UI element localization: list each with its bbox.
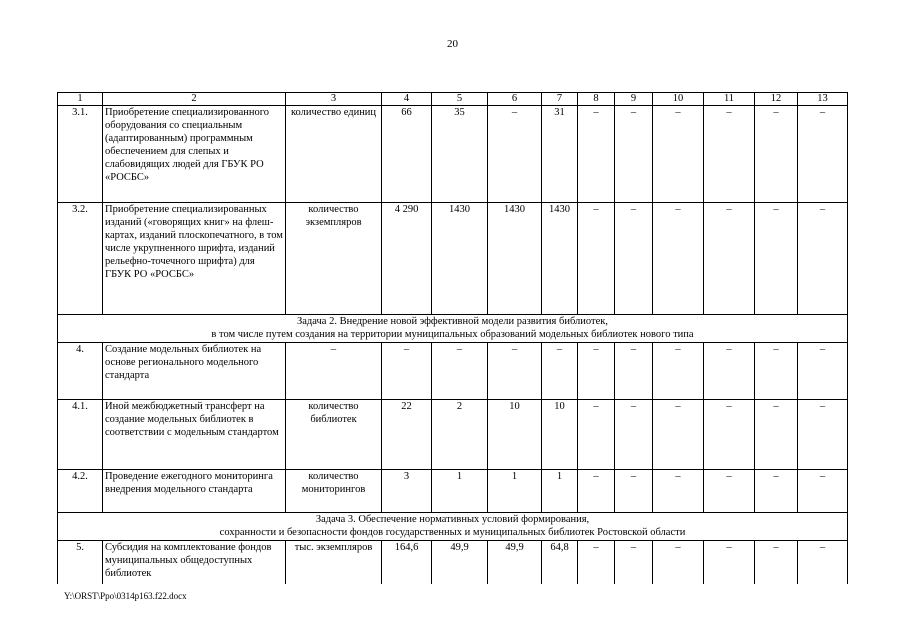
row-value: – (704, 470, 755, 513)
row-value: – (382, 343, 432, 400)
table-row (58, 343, 848, 400)
column-header: 7 (542, 93, 578, 106)
row-unit: количество единиц (286, 106, 382, 203)
column-header: 8 (578, 93, 615, 106)
section-row (58, 513, 848, 541)
table-row (58, 106, 848, 203)
column-header: 13 (798, 93, 848, 106)
column-header: 2 (103, 93, 286, 106)
row-value: – (615, 106, 653, 203)
row-value: – (798, 541, 848, 584)
section-row (58, 315, 848, 343)
row-unit: количество библиотек (286, 400, 382, 470)
row-value: – (578, 343, 615, 400)
column-header: 4 (382, 93, 432, 106)
row-name: Создание модельных библиотек на основе регионального модельного стандарта (103, 343, 286, 400)
row-value: 1430 (488, 203, 542, 315)
section-heading (58, 315, 848, 343)
row-value: 31 (542, 106, 578, 203)
row-value: 164,6 (382, 541, 432, 584)
row-value: – (798, 203, 848, 315)
row-value: – (432, 343, 488, 400)
row-value: – (704, 203, 755, 315)
row-unit: – (286, 343, 382, 400)
row-value: – (578, 203, 615, 315)
row-value: – (488, 343, 542, 400)
row-value: – (755, 106, 798, 203)
table-row (58, 400, 848, 470)
section-heading (58, 513, 848, 541)
row-value: 1 (432, 470, 488, 513)
row-value: – (704, 400, 755, 470)
row-value: 1 (542, 470, 578, 513)
column-header: 6 (488, 93, 542, 106)
column-header: 3 (286, 93, 382, 106)
column-header: 10 (653, 93, 704, 106)
row-value: – (704, 343, 755, 400)
row-unit: тыс. экземпляров (286, 541, 382, 584)
row-number: 5. (58, 541, 103, 584)
column-header: 5 (432, 93, 488, 106)
section-heading-line: Задача 3. Обеспечение нормативных условий формирования, (315, 514, 590, 525)
row-number: 3.2. (58, 203, 103, 315)
row-value: 66 (382, 106, 432, 203)
row-value: – (798, 470, 848, 513)
row-value: – (653, 343, 704, 400)
row-value: – (615, 541, 653, 584)
column-header: 1 (58, 93, 103, 106)
row-value: – (755, 203, 798, 315)
row-value: – (653, 106, 704, 203)
row-value: – (755, 400, 798, 470)
row-number: 4. (58, 343, 103, 400)
row-name: Приобретение специализированных изданий («говорящих книг» на флеш-картах, изданий плоскопечатного, в том числе укрупненного шрифта, изданий рельефно-точечного шрифта) для ГБУК РО «РОСБС» (103, 203, 286, 315)
row-value: 10 (488, 400, 542, 470)
row-value: – (542, 343, 578, 400)
row-value: – (653, 541, 704, 584)
row-unit: количество экземпляров (286, 203, 382, 315)
row-value: 10 (542, 400, 578, 470)
row-value: 1 (488, 470, 542, 513)
table-row (58, 541, 848, 584)
row-value: 2 (432, 400, 488, 470)
row-value: – (653, 400, 704, 470)
column-header: 11 (704, 93, 755, 106)
page-number: 20 (447, 38, 458, 50)
row-value: 64,8 (542, 541, 578, 584)
row-value: 22 (382, 400, 432, 470)
row-value: – (578, 400, 615, 470)
row-value: – (615, 203, 653, 315)
row-value: – (704, 541, 755, 584)
row-value: 35 (432, 106, 488, 203)
row-name: Иной межбюджетный трансферт на создание модельных библиотек в соответствии с модельным стандартом (103, 400, 286, 470)
row-value: – (578, 470, 615, 513)
row-value: – (798, 106, 848, 203)
row-number: 4.1. (58, 400, 103, 470)
row-value: – (488, 106, 542, 203)
row-value: – (755, 470, 798, 513)
program-indicators-table (57, 92, 848, 584)
row-value: – (653, 470, 704, 513)
row-value: 4 290 (382, 203, 432, 315)
row-name: Субсидия на комплектование фондов муниципальных общедоступных библиотек (103, 541, 286, 584)
section-heading-line: в том числе путем создания на территории муниципальных образований модельных библиотек нового типа (211, 329, 694, 340)
row-value: – (615, 400, 653, 470)
row-value: – (653, 203, 704, 315)
row-value: – (615, 343, 653, 400)
section-heading-line: сохранности и безопасности фондов государственных и муниципальных библиотек Ростовской области (219, 527, 686, 538)
row-name: Приобретение специализированного оборудования со специальным (адаптированным) программным обеспечением для слепых и слабовидящих людей для ГБУК РО «РОСБС» (103, 106, 286, 203)
row-name: Проведение ежегодного мониторинга внедрения модельного стандарта (103, 470, 286, 513)
row-number: 4.2. (58, 470, 103, 513)
row-value: 49,9 (488, 541, 542, 584)
row-value: – (798, 400, 848, 470)
column-header: 12 (755, 93, 798, 106)
footer-file-path: Y:\ORST\Ppo\0314p163.f22.docx (64, 591, 187, 601)
table-row (58, 203, 848, 315)
row-value: – (615, 470, 653, 513)
row-unit: количество мониторингов (286, 470, 382, 513)
row-value: – (755, 343, 798, 400)
row-value: 49,9 (432, 541, 488, 584)
row-value: – (578, 541, 615, 584)
row-value: – (798, 343, 848, 400)
row-value: 1430 (432, 203, 488, 315)
row-value: 3 (382, 470, 432, 513)
table-row (58, 470, 848, 513)
column-header: 9 (615, 93, 653, 106)
row-value: – (755, 541, 798, 584)
row-number: 3.1. (58, 106, 103, 203)
row-value: – (578, 106, 615, 203)
table-header-row (58, 93, 848, 106)
row-value: 1430 (542, 203, 578, 315)
row-value: – (704, 106, 755, 203)
section-heading-line: Задача 2. Внедрение новой эффективной модели развития библиотек, (297, 316, 608, 327)
